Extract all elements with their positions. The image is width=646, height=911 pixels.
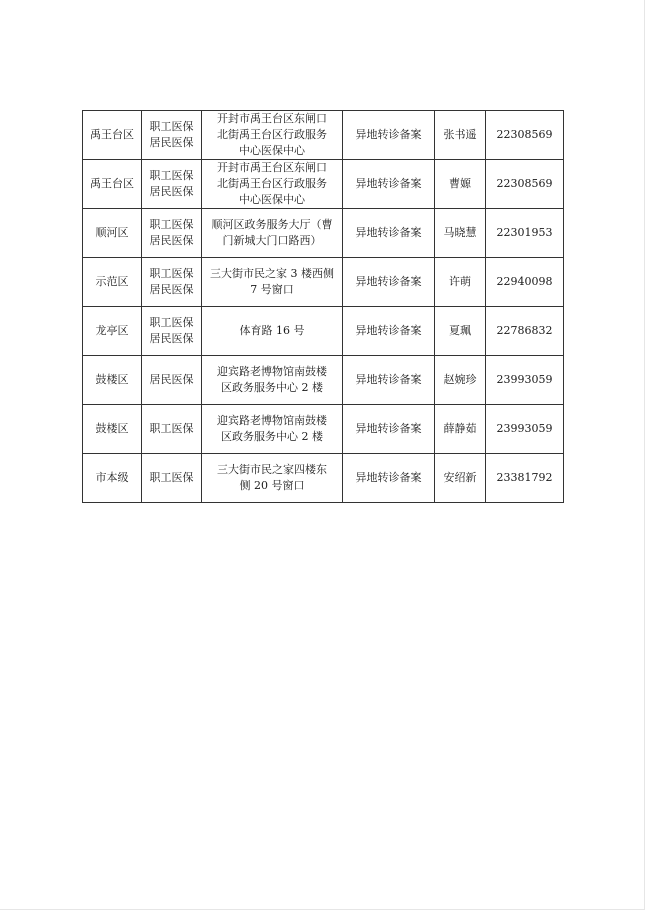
- table-row: [83, 356, 564, 405]
- contact-cell: 许萌: [435, 258, 486, 307]
- insurance-type-cell: 职工医保 居民医保: [142, 307, 202, 356]
- insurance-type-cell: 职工医保 居民医保: [142, 111, 202, 160]
- business-cell: 异地转诊备案: [343, 454, 435, 503]
- phone-cell: 22301953: [486, 209, 564, 258]
- insurance-type-cell: 职工医保: [142, 454, 202, 503]
- business-cell: 异地转诊备案: [343, 356, 435, 405]
- table-row: [83, 454, 564, 503]
- district-cell: 鼓楼区: [83, 356, 142, 405]
- address-cell: 开封市禹王台区东闸口 北街禹王台区行政服务 中心医保中心: [202, 160, 343, 209]
- district-cell: 禹王台区: [83, 111, 142, 160]
- address-cell: 顺河区政务服务大厅（曹 门新城大门口路西）: [202, 209, 343, 258]
- business-cell: 异地转诊备案: [343, 111, 435, 160]
- contact-cell: 赵婉珍: [435, 356, 486, 405]
- district-cell: 示范区: [83, 258, 142, 307]
- phone-cell: 23993059: [486, 356, 564, 405]
- phone-cell: 22786832: [486, 307, 564, 356]
- insurance-type-cell: 职工医保 居民医保: [142, 209, 202, 258]
- address-cell: 开封市禹王台区东闸口 北街禹王台区行政服务 中心医保中心: [202, 111, 343, 160]
- contact-cell: 曹嫄: [435, 160, 486, 209]
- phone-cell: 23993059: [486, 405, 564, 454]
- phone-cell: 22940098: [486, 258, 564, 307]
- contact-cell: 张书遥: [435, 111, 486, 160]
- business-cell: 异地转诊备案: [343, 258, 435, 307]
- district-cell: 龙亭区: [83, 307, 142, 356]
- business-cell: 异地转诊备案: [343, 405, 435, 454]
- business-cell: 异地转诊备案: [343, 307, 435, 356]
- phone-cell: 22308569: [486, 160, 564, 209]
- table-row: [83, 307, 564, 356]
- address-cell: 三大街市民之家四楼东 侧 20 号窗口: [202, 454, 343, 503]
- district-cell: 市本级: [83, 454, 142, 503]
- contact-cell: 安绍新: [435, 454, 486, 503]
- records-table: [82, 110, 564, 503]
- insurance-type-cell: 居民医保: [142, 356, 202, 405]
- contact-cell: 薛静茹: [435, 405, 486, 454]
- phone-cell: 23381792: [486, 454, 564, 503]
- district-cell: 鼓楼区: [83, 405, 142, 454]
- address-cell: 体育路 16 号: [202, 307, 343, 356]
- address-cell: 迎宾路老博物馆南鼓楼 区政务服务中心 2 楼: [202, 405, 343, 454]
- contact-cell: 夏珮: [435, 307, 486, 356]
- contact-cell: 马晓慧: [435, 209, 486, 258]
- table-row: [83, 209, 564, 258]
- district-cell: 顺河区: [83, 209, 142, 258]
- table-row: [83, 111, 564, 160]
- business-cell: 异地转诊备案: [343, 209, 435, 258]
- insurance-type-cell: 职工医保 居民医保: [142, 160, 202, 209]
- insurance-type-cell: 职工医保: [142, 405, 202, 454]
- district-cell: 禹王台区: [83, 160, 142, 209]
- table-row: [83, 405, 564, 454]
- insurance-type-cell: 职工医保 居民医保: [142, 258, 202, 307]
- business-cell: 异地转诊备案: [343, 160, 435, 209]
- table-row: [83, 160, 564, 209]
- address-cell: 三大街市民之家 3 楼西侧 7 号窗口: [202, 258, 343, 307]
- table-row: [83, 258, 564, 307]
- phone-cell: 22308569: [486, 111, 564, 160]
- address-cell: 迎宾路老博物馆南鼓楼 区政务服务中心 2 楼: [202, 356, 343, 405]
